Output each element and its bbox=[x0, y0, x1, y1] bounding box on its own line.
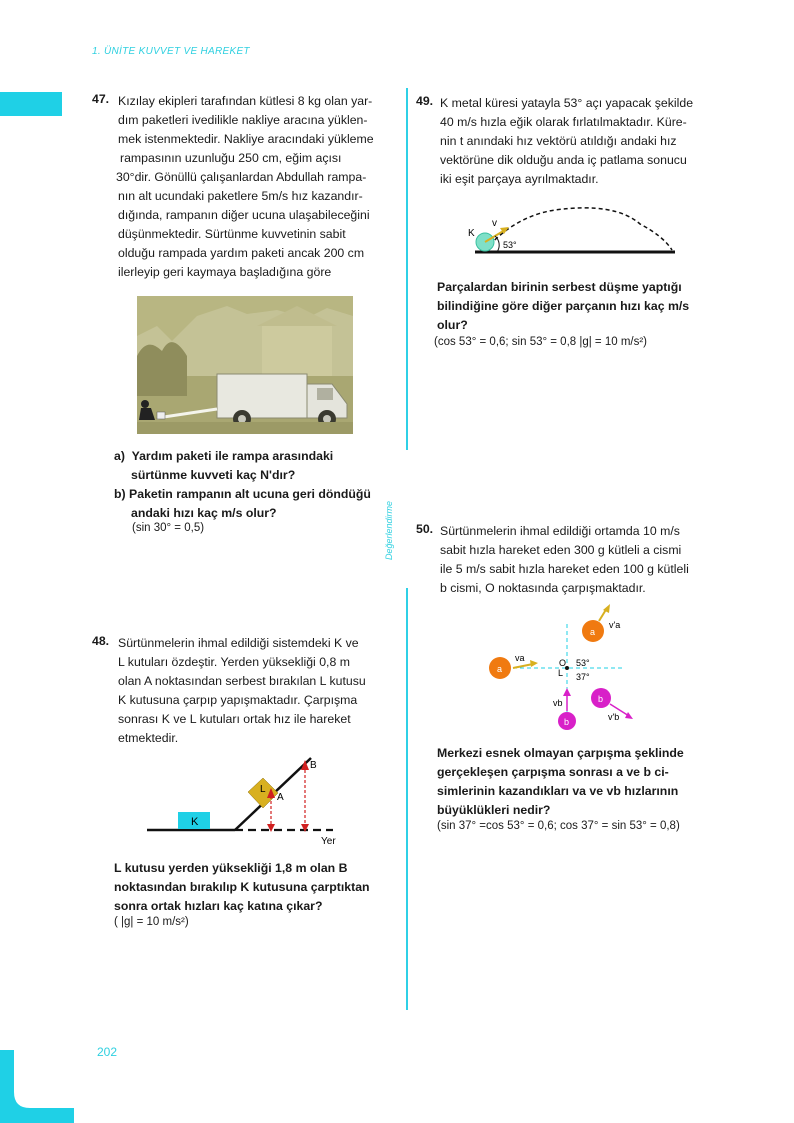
page-corner-decoration bbox=[0, 1050, 74, 1123]
ball-k-label: K bbox=[468, 228, 475, 239]
text-line: b cismi, O noktasında çarpışmaktadır. bbox=[440, 581, 646, 595]
collision-diagram bbox=[483, 604, 643, 734]
ramp-diagram bbox=[145, 752, 345, 848]
column-divider bbox=[406, 588, 408, 1010]
unit-header: 1. ÜNİTE KUVVET VE HAREKET bbox=[92, 46, 250, 57]
question-50-number: 50. bbox=[416, 522, 434, 536]
question-48-question bbox=[114, 859, 404, 916]
text-line: ile 5 m/s sabit hızla hareket eden 100 g kütleli bbox=[440, 562, 689, 576]
part-b-label: b) bbox=[114, 487, 126, 501]
question-49-text bbox=[440, 94, 740, 189]
text-line: etmektedir. bbox=[118, 731, 179, 745]
text-line: düşünmektedir. Sürtünme kuvvetinin sabit bbox=[118, 227, 346, 241]
text-line: L kutuları özdeştir. Yerden yüksekliği 0,8 m bbox=[118, 655, 350, 669]
question-49-given: (cos 53° = 0,6; sin 53° = 0,8 |g| = 10 m/s²) bbox=[434, 336, 648, 348]
page-number: 202 bbox=[97, 1045, 118, 1059]
question-50-text bbox=[440, 522, 740, 598]
truck-ramp-photo bbox=[137, 296, 353, 434]
question-50-given: (sin 37° =cos 53° = 0,6; cos 37° = sin 53° = 0,8) bbox=[437, 820, 680, 832]
text-line: mek istenmektedir. Nakliye aracındaki yükleme bbox=[118, 132, 374, 146]
point-o-label: O bbox=[559, 658, 567, 668]
text-line: nin t anındaki hız vektörü atıldığı andaki hız bbox=[440, 134, 677, 148]
part-b-line: andaki hızı kaç m/s olur? bbox=[131, 506, 277, 520]
angle-53-label: 53° bbox=[576, 658, 590, 668]
velocity-a-after-label: v'a bbox=[609, 620, 621, 630]
question-48-number: 48. bbox=[92, 634, 110, 648]
box-k-label: K bbox=[191, 816, 199, 828]
text-line: dım paketleri ivedilikle nakliye aracına yüklen- bbox=[118, 113, 368, 127]
text-line: gerçekleşen çarpışma sonrası a ve b ci- bbox=[437, 765, 669, 779]
ball-a-after-label: a bbox=[590, 627, 596, 637]
text-line: sabit hızla hareket eden 300 g kütleli a cismi bbox=[440, 543, 682, 557]
column-divider bbox=[406, 88, 408, 450]
text-line: Sürtünmelerin ihmal edildiği sistemdeki K ve bbox=[118, 636, 359, 650]
question-47-given: (sin 30° = 0,5) bbox=[132, 522, 205, 534]
text-line: olan A noktasından serbest bırakılan L kutusu bbox=[118, 674, 366, 688]
ground-label: Yer bbox=[321, 836, 336, 847]
text-line: rampasının uzunluğu 250 cm, eğim açısı bbox=[120, 151, 342, 165]
text-line: büyüklükleri nedir? bbox=[437, 803, 551, 817]
question-47-parts bbox=[114, 447, 399, 523]
velocity-a-label: va bbox=[515, 653, 525, 663]
text-line: K kutusuna çarpıp yapışmaktadır. Çarpışma bbox=[118, 693, 358, 707]
question-48-given: ( |g| = 10 m/s²) bbox=[114, 916, 189, 928]
box-l-label: L bbox=[260, 784, 266, 795]
text-line: sonrası K ve L kutuları ortak hız ile hareket bbox=[118, 712, 351, 726]
point-b-label: B bbox=[310, 760, 317, 771]
text-line: dığında, rampanın diğer ucuna ulaşabileceğini bbox=[118, 208, 370, 222]
text-line: K metal küresi yatayla 53° açı yapacak şekilde bbox=[440, 96, 694, 110]
velocity-b-label: vb bbox=[553, 698, 563, 708]
text-line: Kızılay ekipleri tarafından kütlesi 8 kg olan yar- bbox=[118, 94, 373, 108]
question-50-question bbox=[437, 744, 737, 820]
text-line: iki eşit parçaya ayrılmaktadır. bbox=[440, 172, 599, 186]
angle-label: 53° bbox=[503, 240, 517, 250]
ball-a-label: a bbox=[497, 664, 503, 674]
text-line: bilindiğine göre diğer parçanın hızı kaç m/s bbox=[437, 299, 690, 313]
question-49-number: 49. bbox=[416, 94, 434, 108]
text-line: sonra ortak hızları kaç katına çıkar? bbox=[114, 899, 323, 913]
point-l-label: L bbox=[558, 668, 564, 678]
text-line: 40 m/s hızla eğik olarak fırlatılmaktadır. Küre- bbox=[440, 115, 687, 129]
point-a-label: A bbox=[277, 792, 284, 803]
velocity-b-after-label: v'b bbox=[608, 712, 620, 722]
part-a-line: sürtünme kuvveti kaç N'dır? bbox=[131, 468, 296, 482]
side-section-label: Değerlendirme bbox=[384, 500, 394, 560]
projectile-diagram bbox=[465, 204, 685, 260]
velocity-label: v bbox=[492, 218, 497, 229]
text-line: simlerinin kazandıkları va ve vb hızlarının bbox=[437, 784, 679, 798]
ball-b-after-label: b bbox=[598, 694, 604, 704]
question-49-question bbox=[437, 278, 737, 335]
text-line: Merkezi esnek olmayan çarpışma şeklinde bbox=[437, 746, 684, 760]
text-line: olur? bbox=[437, 318, 468, 332]
text-line: 30°dir. Gönüllü çalışanlardan Abdullah rampa- bbox=[116, 170, 367, 184]
part-b-line: Paketin rampanın alt ucuna geri döndüğü bbox=[129, 487, 371, 501]
text-line: Sürtünmelerin ihmal edildiği ortamda 10 m/s bbox=[440, 524, 680, 538]
question-48-text bbox=[118, 634, 403, 748]
text-line: vektörüne dik olduğu anda iç patlama sonucu bbox=[440, 153, 687, 167]
text-line: Parçalardan birinin serbest düşme yaptığı bbox=[437, 280, 682, 294]
text-line: ilerleyip geri kaymaya başladığına göre bbox=[118, 265, 332, 279]
part-a-label: a) bbox=[114, 449, 125, 463]
question-47-number: 47. bbox=[92, 92, 110, 106]
text-line: nın alt ucundaki paketlere 5m/s hız kazandır- bbox=[118, 189, 363, 203]
angle-37-label: 37° bbox=[576, 672, 590, 682]
question-47-text bbox=[118, 92, 403, 282]
text-line: L kutusu yerden yüksekliği 1,8 m olan B bbox=[114, 861, 348, 875]
ball-b-label: b bbox=[564, 717, 570, 727]
side-tab bbox=[0, 92, 62, 116]
text-line: olduğu rampada yardım paketi ancak 200 cm bbox=[118, 246, 365, 260]
part-a-line: Yardım paketi ile rampa arasındaki bbox=[131, 449, 334, 463]
text-line: noktasından bırakılıp K kutusuna çarptıktan bbox=[114, 880, 370, 894]
